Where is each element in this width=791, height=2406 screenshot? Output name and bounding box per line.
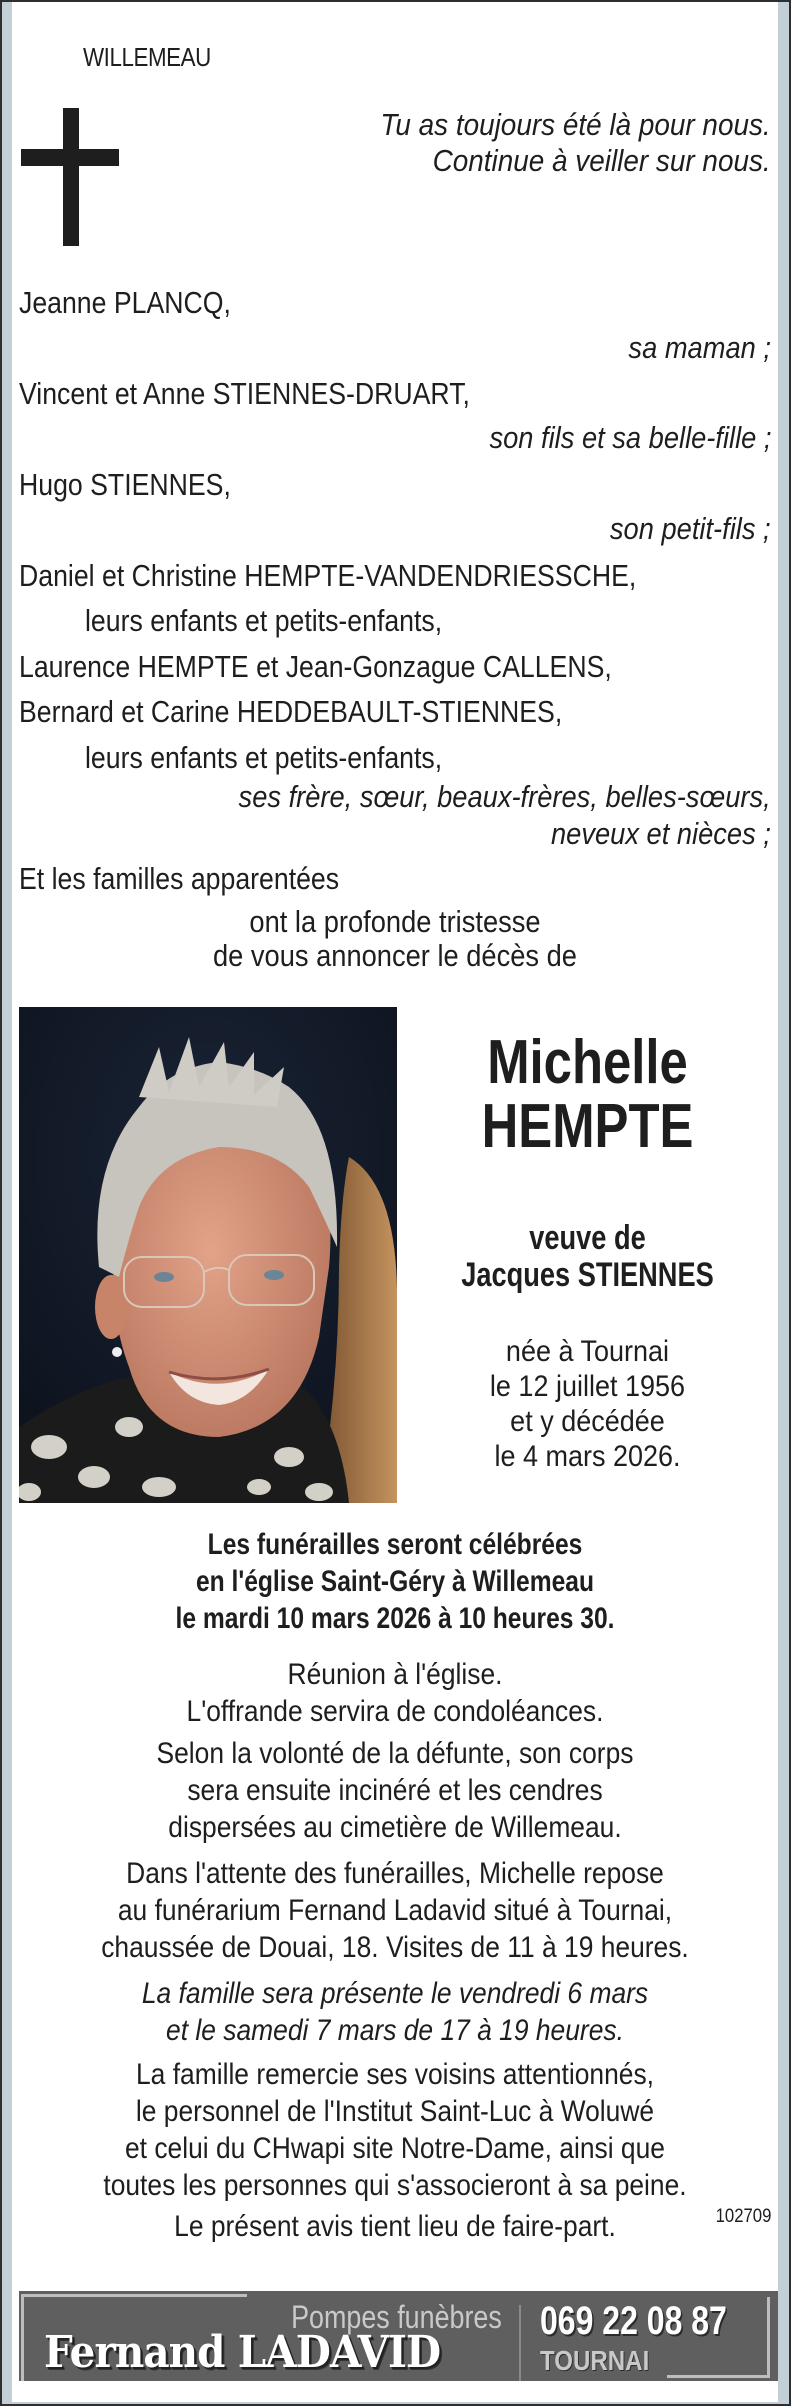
meeting-line: L'offrande servira de condoléances.	[186, 1695, 604, 1728]
announcement-line: ont la profonde tristesse	[249, 904, 541, 939]
memorial-quote	[381, 107, 771, 179]
family-indent-line: leurs enfants et petits-enfants,	[85, 603, 443, 638]
ceremony-line: en l'église Saint-Géry à Willemeau	[195, 1565, 595, 1598]
announcement-line: de vous annoncer le décès de	[212, 938, 577, 973]
funerarium-line: chaussée de Douai, 18. Visites de 11 à 19 heures.	[101, 1931, 689, 1964]
date-line: née à Tournai	[505, 1335, 670, 1368]
cremation-line: sera ensuite incinéré et les cendres	[187, 1774, 603, 1807]
town-heading: WILLEMEAU	[83, 42, 211, 72]
spouse-line: veuve de	[529, 1219, 646, 1257]
ceremony-line: le mardi 10 mars 2026 à 10 heures 30.	[175, 1602, 615, 1635]
funerarium-line: au funérarium Fernand Ladavid situé à Tournai,	[117, 1894, 673, 1927]
date-line: le 4 mars 2026.	[494, 1440, 681, 1473]
family-relation-line: ses frère, sœur, beaux-frères, belles-sœurs,	[238, 779, 771, 814]
closing-note: Le présent avis tient lieu de faire-part.	[174, 2210, 616, 2243]
banner-subtitle: Pompes funèbres	[291, 2299, 502, 2335]
ceremony-line: Les funérailles seront célébrées	[207, 1528, 583, 1561]
thanks-line: La famille remercie ses voisins attentionnés,	[136, 2058, 654, 2091]
family-name-line: Laurence HEMPTE et Jean-Gonzague CALLENS,	[19, 649, 612, 684]
thanks-line: et celui du CHwapi site Notre-Dame, ainsi que	[125, 2132, 665, 2165]
banner-phone: 069 22 08 87	[540, 2299, 727, 2343]
life-dates	[416, 1334, 759, 1474]
family-relation-line: son fils et sa belle-fille ;	[488, 420, 771, 455]
family-relation-line: neveux et nièces ;	[551, 816, 771, 851]
presence-line: et le samedi 7 mars de 17 à 19 heures.	[166, 2014, 624, 2047]
date-line: le 12 juillet 1956	[489, 1370, 686, 1403]
deceased-last-name: HEMPTE	[481, 1092, 694, 1161]
banner-frame-top	[21, 2294, 247, 2297]
cross-vertical-bar	[63, 108, 79, 246]
banner-divider	[519, 2305, 521, 2381]
family-presence	[58, 1975, 732, 2049]
reference-number: 102709	[715, 2206, 771, 2227]
quote-line: Continue à veiller sur nous.	[432, 143, 771, 178]
meeting-line: Réunion à l'église.	[287, 1658, 503, 1691]
announcement	[58, 905, 732, 973]
family-name-line: Et les familles apparentées	[19, 861, 340, 896]
presence-line: La famille sera présente le vendredi 6 mars	[141, 1977, 649, 2010]
cross-horizontal-bar	[21, 149, 119, 166]
family-name-line: Vincent et Anne STIENNES-DRUART,	[19, 376, 470, 411]
funeral-home-banner	[19, 2291, 778, 2381]
family-name-line: Daniel et Christine HEMPTE-VANDENDRIESSCHE,	[19, 558, 637, 593]
cremation-info	[58, 1735, 732, 1846]
family-name-line: Jeanne PLANCQ,	[19, 285, 231, 320]
banner-frame-bottom	[667, 2375, 770, 2378]
deceased-photo	[19, 1007, 397, 1503]
meeting-info	[58, 1656, 732, 1730]
thanks-line: toutes les personnes qui s'associeront à sa peine.	[103, 2169, 687, 2202]
banner-frame-right	[767, 2297, 770, 2378]
family-relation-line: sa maman ;	[628, 330, 771, 365]
family-relation-line: son petit-fils ;	[610, 511, 771, 546]
family-name-line: Hugo STIENNES,	[19, 467, 231, 502]
funerarium-line: Dans l'attente des funérailles, Michelle repose	[126, 1857, 664, 1890]
obituary-notice	[12, 2, 778, 2402]
funeral-ceremony	[81, 1526, 709, 1637]
family-name-line: Bernard et Carine HEDDEBAULT-STIENNES,	[19, 694, 563, 729]
thanks-message	[58, 2056, 732, 2204]
family-indent-line: leurs enfants et petits-enfants,	[85, 740, 443, 775]
quote-line: Tu as toujours été là pour nous.	[380, 107, 771, 142]
date-line: et y décédée	[510, 1405, 665, 1438]
cremation-line: Selon la volonté de la défunte, son corps	[156, 1737, 634, 1770]
thanks-line: le personnel de l'Institut Saint-Luc à Woluwé	[135, 2095, 655, 2128]
cremation-line: dispersées au cimetière de Willemeau.	[168, 1811, 622, 1844]
banner-city: TOURNAI	[540, 2345, 650, 2376]
funerarium-info	[58, 1855, 732, 1966]
deceased-first-name: Michelle	[487, 1028, 688, 1097]
banner-frame-left	[21, 2294, 24, 2381]
banner-company-name: Fernand LADAVID	[44, 2327, 441, 2378]
spouse-name: Jacques STIENNES	[461, 1256, 714, 1294]
